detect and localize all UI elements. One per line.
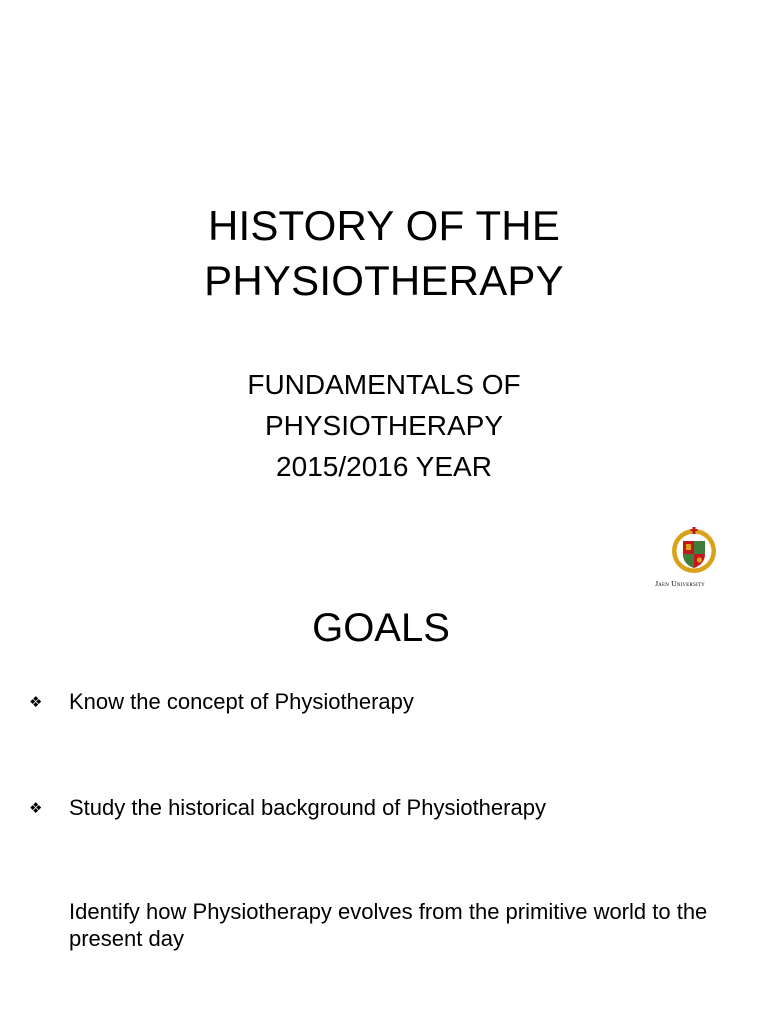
title-line-1: HISTORY OF THE bbox=[207, 202, 561, 249]
diamond-bullet-icon: ❖ bbox=[29, 693, 43, 711]
goal-text: Study the historical background of Physiotherapy bbox=[69, 795, 546, 820]
goal-text: Identify how Physiotherapy evolves from the primitive world to the present day bbox=[69, 899, 708, 951]
university-logo bbox=[640, 524, 720, 594]
university-seal-icon bbox=[670, 526, 718, 576]
goal-text: Know the concept of Physiotherapy bbox=[69, 689, 414, 714]
subtitle-line-3: 2015/2016 YEAR bbox=[276, 451, 492, 482]
diamond-bullet-icon: ❖ bbox=[29, 799, 43, 817]
subtitle-line-1: FUNDAMENTALS OF bbox=[247, 369, 521, 400]
title-line-2: PHYSIOTHERAPY bbox=[204, 257, 564, 304]
logo-caption: Jaen University bbox=[655, 579, 705, 588]
document-title bbox=[0, 198, 768, 308]
goals-heading: GOALS bbox=[312, 606, 450, 650]
subtitle-line-2: PHYSIOTHERAPY bbox=[264, 410, 504, 441]
document-subtitle bbox=[0, 364, 768, 487]
